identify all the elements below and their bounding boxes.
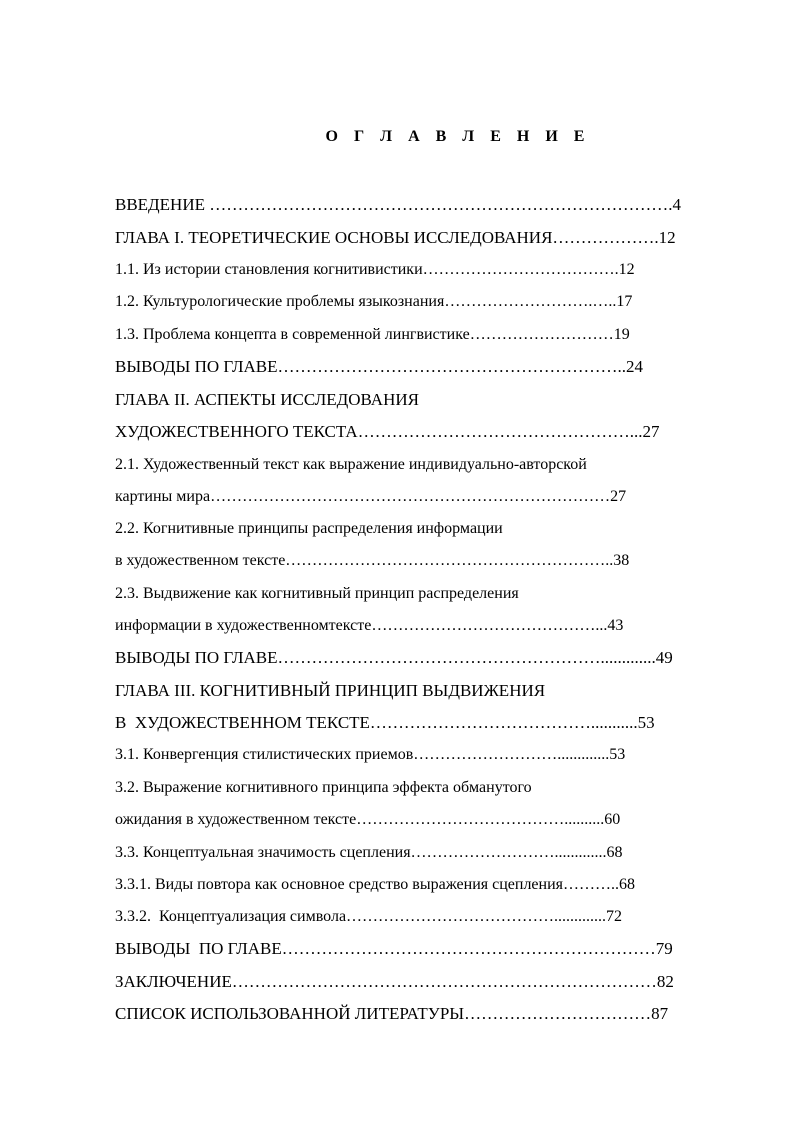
toc-entry-conclusion: ЗАКЛЮЧЕНИЕ…………………………………………………………………82 xyxy=(115,972,674,991)
toc-title: О Г Л А В Л Е Н И Е xyxy=(325,128,591,145)
toc-entry-chapter-3-line-2: В ХУДОЖЕСТВЕННОМ ТЕКСТЕ…………………………………...........53 xyxy=(115,713,655,732)
toc-entry-chapter-2-line-2: ХУДОЖЕСТВЕННОГО ТЕКСТА…………………………………………...27 xyxy=(115,422,660,441)
toc-entry-1-2: 1.2. Культурологические проблемы языкознания……………………….…..17 xyxy=(115,293,633,310)
toc-entry-1-1: 1.1. Из истории становления когнитивистики……………………………….12 xyxy=(115,261,635,278)
toc-entry-chapter-2-line-1: ГЛАВА II. АСПЕКТЫ ИССЛЕДОВАНИЯ xyxy=(115,390,419,409)
toc-entry-chapter-3-line-1: ГЛАВА III. КОГНИТИВНЫЙ ПРИНЦИП ВЫДВИЖЕНИЯ xyxy=(115,681,546,700)
toc-entry-1-3: 1.3. Проблема концепта в современной лингвистике………………………19 xyxy=(115,326,630,343)
toc-entry-bibliography: СПИСОК ИСПОЛЬЗОВАННОЙ ЛИТЕРАТУРЫ……………………………87 xyxy=(115,1004,669,1023)
toc-entry-2-1-line-2: картины мира…………………………………………………………………27 xyxy=(115,488,627,505)
toc-entry-2-2-line-1: 2.2. Когнитивные принципы распределения информации xyxy=(115,520,503,537)
toc-entry-3-3-1: 3.3.1. Виды повтора как основное средство выражения сцепления………..68 xyxy=(115,876,636,893)
toc-entry-3-2-line-1: 3.2. Выражение когнитивного принципа эффекта обманутого xyxy=(115,779,532,796)
toc-entry-2-3-line-1: 2.3. Выдвижение как когнитивный принцип распределения xyxy=(115,585,519,602)
toc-entry-3-3: 3.3. Концептуальная значимость сцепления……………………….............68 xyxy=(115,844,623,861)
toc-entry-chapter-1: ГЛАВА I. ТЕОРЕТИЧЕСКИЕ ОСНОВЫ ИССЛЕДОВАНИЯ……………….12 xyxy=(115,228,676,247)
toc-entry-conclusions-3: ВЫВОДЫ ПО ГЛАВЕ…………………………………………………………79 xyxy=(115,939,673,958)
toc-entry-3-2-line-2: ожидания в художественном тексте…………………………………..........60 xyxy=(115,811,621,828)
toc-entry-3-3-2: 3.3.2. Концептуализация символа………………………………….............72 xyxy=(115,908,623,925)
toc-entry-2-1-line-1: 2.1. Художественный текст как выражение индивидуально-авторской xyxy=(115,456,587,473)
toc-entry-2-3-line-2: информации в художественномтексте……………………………………...43 xyxy=(115,617,624,634)
toc-entry-conclusions-2: ВЫВОДЫ ПО ГЛАВЕ………………………………………………….............49 xyxy=(115,648,673,667)
toc-entry-3-1: 3.1. Конвергенция стилистических приемов……………………….............53 xyxy=(115,746,626,763)
toc-entry-conclusions-1: ВЫВОДЫ ПО ГЛАВЕ……………………………………………………..24 xyxy=(115,357,643,376)
toc-entry-2-2-line-2: в художественном тексте……………………………………………………..38 xyxy=(115,552,630,569)
toc-entry-introduction: ВВЕДЕНИЕ ……………………………………………………………………….4 xyxy=(115,195,681,214)
